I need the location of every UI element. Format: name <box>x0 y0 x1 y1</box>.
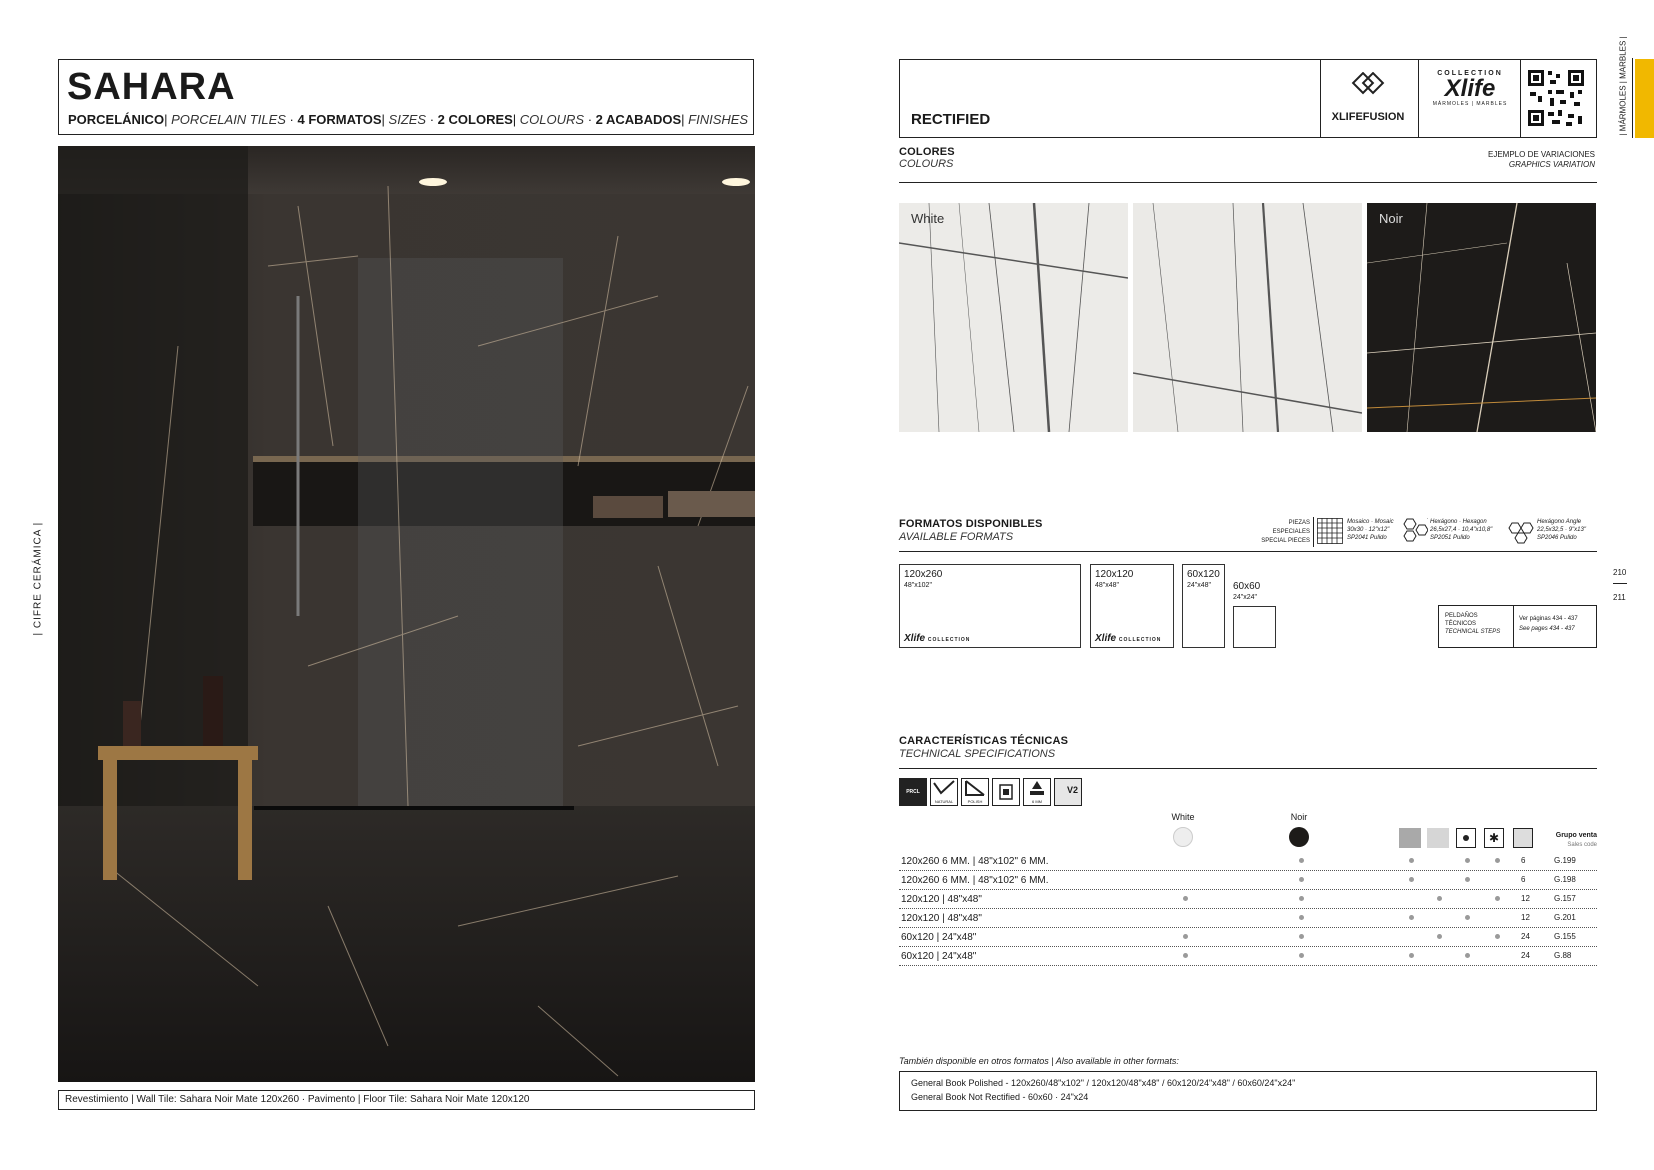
format-120x260: 120x260 48"x102" Xlife COLLECTION <box>899 564 1081 648</box>
specs-subtitle: TECHNICAL SPECIFICATIONS <box>899 748 1056 760</box>
header-divider <box>1320 60 1321 137</box>
natural-finish-icon: NATURAL <box>930 778 958 806</box>
xlife-brand: Xlife COLLECTION <box>904 633 971 644</box>
side-brand-label: | CIFRE CERÁMICA | <box>32 521 44 636</box>
table-row <box>899 928 1597 947</box>
white-marble-variation-pattern <box>1133 203 1362 432</box>
table-row <box>899 947 1597 966</box>
col-white-label: White <box>1171 812 1195 822</box>
special-piece-hexagon: Hexágono · Hexagon 26,5x27,4 · 10,4"x10,8" SP2051 Pulido <box>1400 518 1505 546</box>
page-number-divider <box>1613 583 1627 584</box>
product-subtitle: PORCELÁNICO| PORCELAIN TILES · 4 FORMATOS| SIZES · 2 COLORES| COLOURS · 2 ACABADOS| FINISHES <box>68 112 749 127</box>
qr-code[interactable] <box>1526 68 1586 128</box>
availability-dot <box>1465 953 1470 958</box>
availability-dot <box>1299 858 1304 863</box>
section-rule <box>899 551 1597 552</box>
formats-title: FORMATOS DISPONIBLES <box>899 518 1043 530</box>
bathroom-illustration <box>58 146 755 1082</box>
variation-subtitle: GRAPHICS VARIATION <box>1508 160 1595 169</box>
format-60x60-dim: 60x60 <box>1233 581 1261 592</box>
divider <box>1313 517 1314 547</box>
swatch-white <box>899 203 1128 432</box>
row-format: 60x120 | 24"x48" <box>901 951 977 962</box>
variation-v2-icon: V2 <box>1054 778 1082 806</box>
availability-dot <box>1183 934 1188 939</box>
polished-finish-icon: POLISH <box>961 778 989 806</box>
page-title: SAHARA <box>67 66 236 108</box>
technical-steps-box[interactable]: PELDAÑOS TÉCNICOS TECHNICAL STEPS Ver páginas 434 - 437 See pages 434 - 437 <box>1438 605 1597 648</box>
availability-dot <box>1465 858 1470 863</box>
availability-dot <box>1299 877 1304 882</box>
specs-title: CARACTERÍSTICAS TÉCNICAS <box>899 735 1069 747</box>
availability-dot <box>1495 934 1500 939</box>
row-pieces: 24 <box>1521 932 1530 941</box>
availability-dot <box>1183 953 1188 958</box>
format-60x60-inch: 24"x24" <box>1233 594 1258 601</box>
product-header <box>58 59 754 135</box>
row-format: 60x120 | 24"x48" <box>901 932 977 943</box>
thickness-icon: 6 MM <box>1023 778 1051 806</box>
availability-dot <box>1299 934 1304 939</box>
other-formats-title: También disponible en otros formatos | Also available in other formats: <box>899 1056 1179 1066</box>
special-piece-mosaic: Mosaico · Mosaic 30x30 · 12"x12" SP2041 Pulido <box>1317 518 1409 546</box>
header-divider <box>1520 60 1521 137</box>
row-format: 120x120 | 48"x48" <box>901 913 982 924</box>
row-format: 120x120 | 48"x48" <box>901 894 982 905</box>
row-format: 120x260 6 MM. | 48"x102" 6 MM. <box>901 856 1049 867</box>
availability-dot <box>1409 953 1414 958</box>
col-noir-label: Noir <box>1290 812 1308 822</box>
row-sales-group: G.199 <box>1554 856 1576 865</box>
row-pieces: 12 <box>1521 894 1530 903</box>
xlife-fusion-logo: XLIFEFUSION <box>1322 72 1414 127</box>
frost-resistant-col-icon: ✱ <box>1484 828 1504 848</box>
white-color-dot <box>1173 827 1193 847</box>
availability-dot <box>1409 858 1414 863</box>
row-sales-group: G.198 <box>1554 875 1576 884</box>
noir-marble-pattern <box>1367 203 1596 432</box>
xlife-brand: Xlife COLLECTION <box>1095 633 1162 644</box>
section-tab <box>1635 59 1654 138</box>
swatch-noir <box>1367 203 1596 432</box>
table-row <box>899 890 1597 909</box>
matt-finish-col-icon <box>1427 828 1449 848</box>
xlife-collection-logo: COLLECTION Xlife MÁRMOLES | MARBLES <box>1432 70 1508 107</box>
swatch-label: Noir <box>1379 211 1403 226</box>
noir-color-dot <box>1289 827 1309 847</box>
availability-dot <box>1495 896 1500 901</box>
format-120x120: 120x120 48"x48" Xlife COLLECTION <box>1090 564 1174 648</box>
table-row <box>899 852 1597 871</box>
row-pieces: 6 <box>1521 875 1526 884</box>
row-pieces: 24 <box>1521 951 1530 960</box>
format-60x60 <box>1233 606 1276 648</box>
photo-caption: Revestimiento | Wall Tile: Sahara Noir Mate 120x260 · Pavimento | Floor Tile: Sahara Noir Mate 120x120 <box>58 1090 755 1110</box>
variation-title: EJEMPLO DE VARIACIONES <box>1488 150 1595 159</box>
anti-slip-col-icon <box>1456 828 1476 848</box>
hexagon-angle-icon <box>1507 520 1535 546</box>
availability-dot <box>1183 896 1188 901</box>
availability-dot <box>1299 896 1304 901</box>
mosaic-icon <box>1317 518 1343 544</box>
formats-subtitle: AVAILABLE FORMATS <box>899 531 1014 543</box>
page-number-right: 211 <box>1613 593 1626 602</box>
row-pieces: 12 <box>1521 913 1530 922</box>
row-format: 120x260 6 MM. | 48"x102" 6 MM. <box>901 875 1049 886</box>
colors-subtitle: COLOURS <box>899 158 954 170</box>
availability-dot <box>1299 953 1304 958</box>
porcelain-icon: PRCL <box>899 778 927 806</box>
row-sales-group: G.201 <box>1554 913 1576 922</box>
row-sales-group: G.155 <box>1554 932 1576 941</box>
row-pieces: 6 <box>1521 856 1526 865</box>
series-header <box>899 59 1597 138</box>
row-sales-group: G.157 <box>1554 894 1576 903</box>
swatch-label: White <box>911 211 945 226</box>
header-divider <box>1418 60 1419 137</box>
availability-dot <box>1465 915 1470 920</box>
other-formats-box: General Book Polished - 120x260/48"x102" / 120x120/48"x48" / 60x120/24"x48" / 60x60/24"x24" General Book Not Rectified - 60x60 · 24"x24 <box>899 1071 1597 1111</box>
availability-dot <box>1409 915 1414 920</box>
section-rule <box>899 768 1597 769</box>
availability-dot <box>1409 877 1414 882</box>
polished-finish-col-icon <box>1399 828 1421 848</box>
availability-dot <box>1465 877 1470 882</box>
special-pieces-label: PIEZAS ESPECIALES SPECIAL PIECES <box>1261 520 1310 544</box>
col-group-sublabel: Sales code <box>1567 842 1597 848</box>
rectified-label: RECTIFIED <box>911 111 991 128</box>
row-sales-group: G.88 <box>1554 951 1572 960</box>
fusion-logo-icon <box>1348 72 1388 102</box>
side-category-label: | MÁRMOLES | MARBLES | <box>1614 58 1633 138</box>
rectified-icon <box>992 778 1020 806</box>
hexagon-icon <box>1400 518 1428 544</box>
availability-dot <box>1437 934 1442 939</box>
bathroom-photo <box>58 146 755 1082</box>
qr-code-icon <box>1526 68 1586 128</box>
format-60x120: 60x120 24"x48" <box>1182 564 1225 648</box>
table-row <box>899 871 1597 890</box>
colors-title: COLORES <box>899 146 955 158</box>
special-piece-hexagon-angle: Hexágono Angle 22,5x32,5 · 9"x13" SP2046 Pulido <box>1507 518 1597 546</box>
section-rule <box>899 182 1597 183</box>
page-number-left: 210 <box>1613 568 1627 577</box>
table-row <box>899 909 1597 928</box>
availability-dot <box>1437 896 1442 901</box>
availability-dot <box>1299 915 1304 920</box>
white-marble-pattern <box>899 203 1128 432</box>
packing-col-icon <box>1513 828 1533 848</box>
col-group-label: Grupo venta <box>1555 832 1597 839</box>
availability-dot <box>1495 858 1500 863</box>
swatch-white-variation <box>1133 203 1362 432</box>
